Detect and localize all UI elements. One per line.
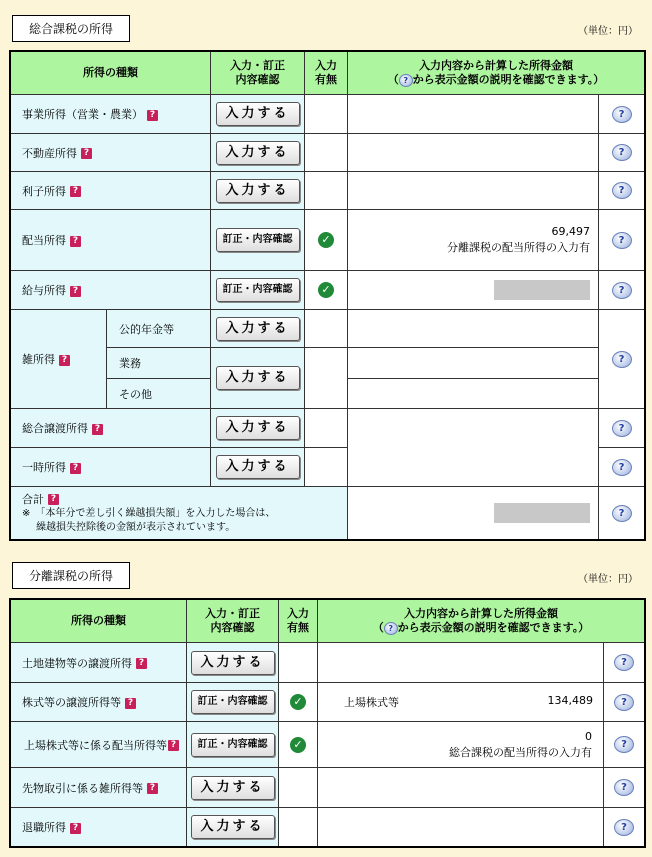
enter-button-tochi[interactable]: 入力する <box>191 651 275 675</box>
edit-button-kyuyo[interactable]: 訂正・内容確認 <box>216 278 300 302</box>
enter-button-kouteki[interactable]: 入力する <box>216 317 300 341</box>
total-note-2: 繰越損失控除後の金額が表示されています。 <box>36 521 236 533</box>
row-label: 株式等の譲渡所得等 <box>22 696 121 709</box>
enter-button-joto[interactable]: 入力する <box>216 416 300 440</box>
help-icon[interactable]: ? <box>612 505 632 522</box>
header-entry: 入力・訂正 内容確認 <box>211 52 305 95</box>
row-zatsu-kouteki <box>11 310 645 348</box>
edit-button-kabu[interactable]: 訂正・内容確認 <box>191 690 275 714</box>
total-note-1: ※ 「本年分で差し引く繰越損失額」を入力した場合は、 <box>22 507 276 519</box>
check-icon: ✓ <box>290 694 306 710</box>
question-mark-icon[interactable]: ? <box>70 236 81 247</box>
header-entry: 入力・訂正 内容確認 <box>187 600 279 643</box>
enter-button-ichiji[interactable]: 入力する <box>216 455 300 479</box>
row-jojo-haito <box>11 722 645 768</box>
row-label: 配当所得 <box>22 234 66 247</box>
row-label: 先物取引に係る雑所得等 <box>22 781 143 795</box>
question-mark-icon[interactable]: ? <box>136 658 147 669</box>
header-type: 所得の種類 <box>11 600 187 643</box>
edit-button-jojo[interactable]: 訂正・内容確認 <box>191 733 275 757</box>
edit-button-haito[interactable]: 訂正・内容確認 <box>216 228 300 252</box>
row-label: 利子所得 <box>22 184 66 198</box>
amount-note: 総合課税の配当所得の入力有 <box>449 745 592 759</box>
header-amount: 入力内容から計算した所得金額 （ ? から表示金額の説明を確認できます。） <box>348 52 645 95</box>
amount-value: 0 <box>585 729 592 743</box>
help-icon[interactable]: ? <box>612 144 632 161</box>
row-kyuyo <box>11 271 645 310</box>
enter-button-sakimono[interactable]: 入力する <box>191 776 275 800</box>
row-joto <box>11 409 645 448</box>
help-icon: ? <box>384 622 398 635</box>
help-icon[interactable]: ? <box>612 232 632 249</box>
row-rishi <box>11 172 645 210</box>
row-label: 上場株式等に係る配当所得等 <box>24 738 167 752</box>
unit-label-bunri: （単位：円） <box>578 574 638 585</box>
row-label: 総合譲渡所得 <box>22 422 88 435</box>
row-kabu <box>11 683 645 722</box>
question-mark-icon[interactable]: ? <box>48 494 59 505</box>
row-label: 合計 <box>22 492 44 506</box>
check-icon: ✓ <box>318 282 334 298</box>
help-icon[interactable]: ? <box>614 694 634 711</box>
help-icon[interactable]: ? <box>612 420 632 437</box>
help-icon[interactable]: ? <box>612 459 632 476</box>
help-icon[interactable]: ? <box>612 351 632 368</box>
question-mark-icon[interactable]: ? <box>92 424 103 435</box>
row-total <box>11 487 645 540</box>
help-icon[interactable]: ? <box>612 106 632 123</box>
row-zatsu-gyomu <box>11 348 645 379</box>
check-icon: ✓ <box>290 737 306 753</box>
row-fudosan <box>11 134 645 172</box>
bunri-table <box>10 599 645 847</box>
question-mark-icon[interactable]: ? <box>125 698 136 709</box>
help-icon[interactable]: ? <box>614 779 634 796</box>
help-icon[interactable]: ? <box>614 654 634 671</box>
help-icon[interactable]: ? <box>612 182 632 199</box>
unit-label-sogo: （単位：円） <box>578 26 638 37</box>
sub-label-gyomu: 業務 <box>107 348 211 379</box>
amount-value: 134,489 <box>547 694 593 707</box>
question-mark-icon[interactable]: ? <box>168 740 179 751</box>
row-label: 給与所得 <box>22 284 66 297</box>
question-mark-icon[interactable]: ? <box>70 463 81 474</box>
help-icon[interactable]: ? <box>614 736 634 753</box>
masked-amount <box>494 280 590 300</box>
question-mark-icon[interactable]: ? <box>70 286 81 297</box>
sub-label-sonota: その他 <box>107 379 211 409</box>
help-icon: ? <box>399 74 413 87</box>
question-mark-icon[interactable]: ? <box>70 823 81 834</box>
masked-amount <box>494 503 590 523</box>
row-label: 退職所得 <box>22 821 66 834</box>
row-jigyo <box>11 95 645 134</box>
question-mark-icon[interactable]: ? <box>147 110 158 121</box>
row-taishoku <box>11 808 645 847</box>
row-label: 雑所得 <box>22 353 55 366</box>
question-mark-icon[interactable]: ? <box>147 783 158 794</box>
sogo-table <box>10 51 645 540</box>
amount-note: 分離課税の配当所得の入力有 <box>447 241 590 254</box>
row-tochi <box>11 643 645 683</box>
enter-button-rishi[interactable]: 入力する <box>216 179 300 203</box>
row-label: 一時所得 <box>22 461 66 474</box>
header-type: 所得の種類 <box>11 52 211 95</box>
enter-button-jigyo[interactable]: 入力する <box>216 102 300 126</box>
header-amount: 入力内容から計算した所得金額 （ ? から表示金額の説明を確認できます。） <box>318 600 645 643</box>
check-icon: ✓ <box>318 232 334 248</box>
header-flag: 入力 有無 <box>305 52 348 95</box>
question-mark-icon[interactable]: ? <box>59 355 70 366</box>
row-sakimono <box>11 768 645 808</box>
enter-button-gyomu-sonota[interactable]: 入力する <box>216 366 300 390</box>
section-title-bunri: 分離課税の所得 <box>12 562 130 589</box>
question-mark-icon[interactable]: ? <box>70 186 81 197</box>
enter-button-fudosan[interactable]: 入力する <box>216 141 300 165</box>
amount-sublabel: 上場株式等 <box>344 696 399 709</box>
sub-label-kouteki: 公的年金等 <box>107 310 211 348</box>
help-icon[interactable]: ? <box>614 819 634 836</box>
help-icon[interactable]: ? <box>612 282 632 299</box>
header-flag: 入力 有無 <box>279 600 318 643</box>
section-title-sogo: 総合課税の所得 <box>12 15 130 42</box>
enter-button-taishoku[interactable]: 入力する <box>191 815 275 839</box>
row-label: 不動産所得 <box>22 146 77 160</box>
row-label: 土地建物等の譲渡所得 <box>22 656 132 670</box>
row-haito <box>11 210 645 271</box>
question-mark-icon[interactable]: ? <box>81 148 92 159</box>
amount-value: 69,497 <box>551 225 590 238</box>
row-label: 事業所得（営業・農業） <box>22 108 143 121</box>
